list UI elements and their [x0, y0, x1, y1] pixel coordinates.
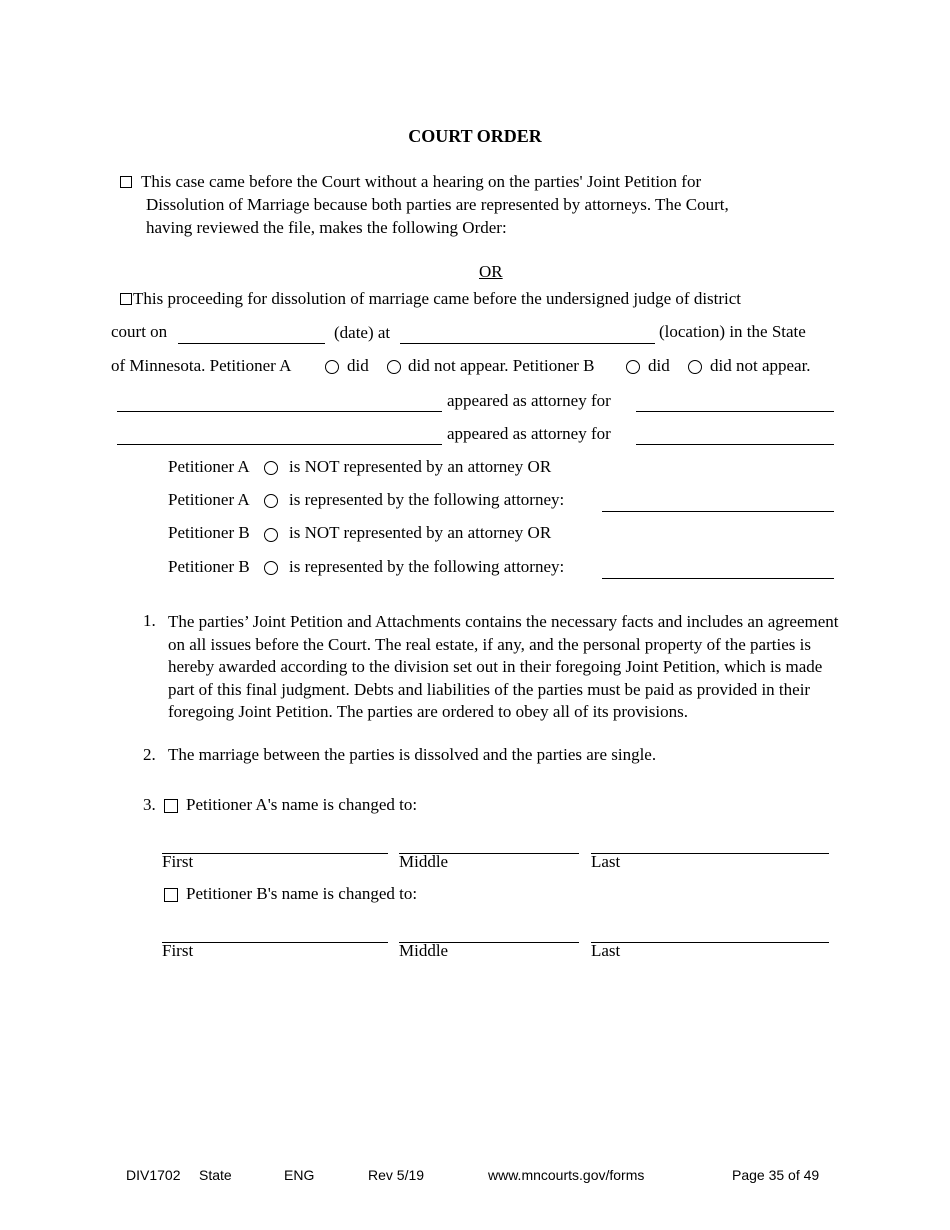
option2-line1: This proceeding for dissolution of marriage came before the undersigned judge of district [133, 289, 742, 308]
petitioner-a-represented-radio[interactable] [264, 494, 278, 508]
item-3-number: 3. [143, 795, 156, 814]
petitioner-a-not-represented-radio[interactable] [264, 461, 278, 475]
petitioner-a-first-name-field[interactable] [162, 853, 388, 854]
date-at-label: (date) at [334, 323, 391, 342]
rep-a-not-text: is NOT represented by an attorney OR [289, 457, 552, 476]
minnesota-petitioner-a-label: of Minnesota. Petitioner A [111, 356, 292, 375]
petitioner-b-not-represented-radio[interactable] [264, 528, 278, 542]
rep-a-yes-label: Petitioner A [168, 490, 250, 509]
option-no-hearing-checkbox[interactable] [120, 176, 132, 188]
hearing-location-field[interactable] [400, 343, 655, 344]
option1-line1: This case came before the Court without a hearing on the parties' Joint Petition for [141, 172, 702, 191]
petitioner-b-did-not-radio[interactable] [688, 360, 702, 374]
last-caption-a: Last [591, 852, 621, 871]
first-caption-b: First [162, 941, 194, 960]
rep-b-not-text: is NOT represented by an attorney OR [289, 523, 552, 542]
middle-caption-b: Middle [399, 941, 449, 960]
item-2-text: The marriage between the parties is dissolved and the parties are single. [168, 745, 657, 764]
footer-form-id: DIV1702 [126, 1167, 181, 1183]
petitioner-a-attorney-field[interactable] [602, 511, 834, 512]
or-divider: OR [479, 262, 503, 281]
petitioner-a-last-name-field[interactable] [591, 853, 829, 854]
petitioner-a-did-not-label: did not appear. Petitioner B [408, 356, 595, 375]
petitioner-b-did-not-label: did not appear. [710, 356, 811, 375]
rep-b-not-label: Petitioner B [168, 523, 250, 542]
appeared-as-attorney-label-2: appeared as attorney for [447, 424, 611, 443]
petitioner-b-represented-radio[interactable] [264, 561, 278, 575]
footer-url[interactable]: www.mncourts.gov/forms [488, 1167, 645, 1183]
item-2-number: 2. [143, 745, 156, 764]
rep-b-yes-text: is represented by the following attorney: [289, 557, 565, 576]
attorney-1-client-field[interactable] [636, 411, 834, 412]
footer-state: State [199, 1167, 232, 1183]
appeared-as-attorney-label-1: appeared as attorney for [447, 391, 611, 410]
court-on-label: court on [111, 322, 168, 341]
option1-line3: having reviewed the file, makes the following Order: [146, 218, 507, 237]
item-1-text: The parties’ Joint Petition and Attachments contains the necessary facts and includes an agreement on all issues before the Court. The real estate, if any, and the personal property of the parties is hereby awarded according to the division set out in their foregoing Joint Petition, which is made part of this final judgment. Debts and liabilities of the parties must be paid as provided in their foregoing Joint Petition. The parties are ordered to obey all of its provisions. [168, 612, 839, 721]
rep-a-not-label: Petitioner A [168, 457, 250, 476]
petitioner-b-last-name-field[interactable] [591, 942, 829, 943]
petitioner-b-first-name-field[interactable] [162, 942, 388, 943]
middle-caption-a: Middle [399, 852, 449, 871]
option1-line2: Dissolution of Marriage because both parties are represented by attorneys. The Court, [146, 195, 729, 214]
name-change-b-checkbox[interactable] [164, 888, 178, 902]
name-change-a-checkbox[interactable] [164, 799, 178, 813]
petitioner-b-attorney-field[interactable] [602, 578, 834, 579]
option-hearing-checkbox[interactable] [120, 293, 132, 305]
rep-a-yes-text: is represented by the following attorney: [289, 490, 565, 509]
item-1-number: 1. [143, 611, 156, 630]
page-title: COURT ORDER [408, 126, 542, 146]
footer-revision: Rev 5/19 [368, 1167, 425, 1183]
first-caption-a: First [162, 852, 194, 871]
attorney-2-client-field[interactable] [636, 444, 834, 445]
petitioner-a-did-label: did [347, 356, 369, 375]
hearing-date-field[interactable] [178, 343, 325, 344]
location-label: (location) in the State [659, 322, 806, 341]
name-change-b-label: Petitioner B's name is changed to: [186, 884, 418, 903]
footer-language: ENG [284, 1167, 315, 1183]
footer-page-number: Page 35 of 49 [732, 1167, 820, 1183]
last-caption-b: Last [591, 941, 621, 960]
petitioner-a-did-radio[interactable] [325, 360, 339, 374]
petitioner-b-did-radio[interactable] [626, 360, 640, 374]
attorney-2-name-field[interactable] [117, 444, 442, 445]
attorney-1-name-field[interactable] [117, 411, 442, 412]
petitioner-b-did-label: did [648, 356, 670, 375]
name-change-a-label: Petitioner A's name is changed to: [186, 795, 418, 814]
rep-b-yes-label: Petitioner B [168, 557, 250, 576]
petitioner-a-did-not-radio[interactable] [387, 360, 401, 374]
